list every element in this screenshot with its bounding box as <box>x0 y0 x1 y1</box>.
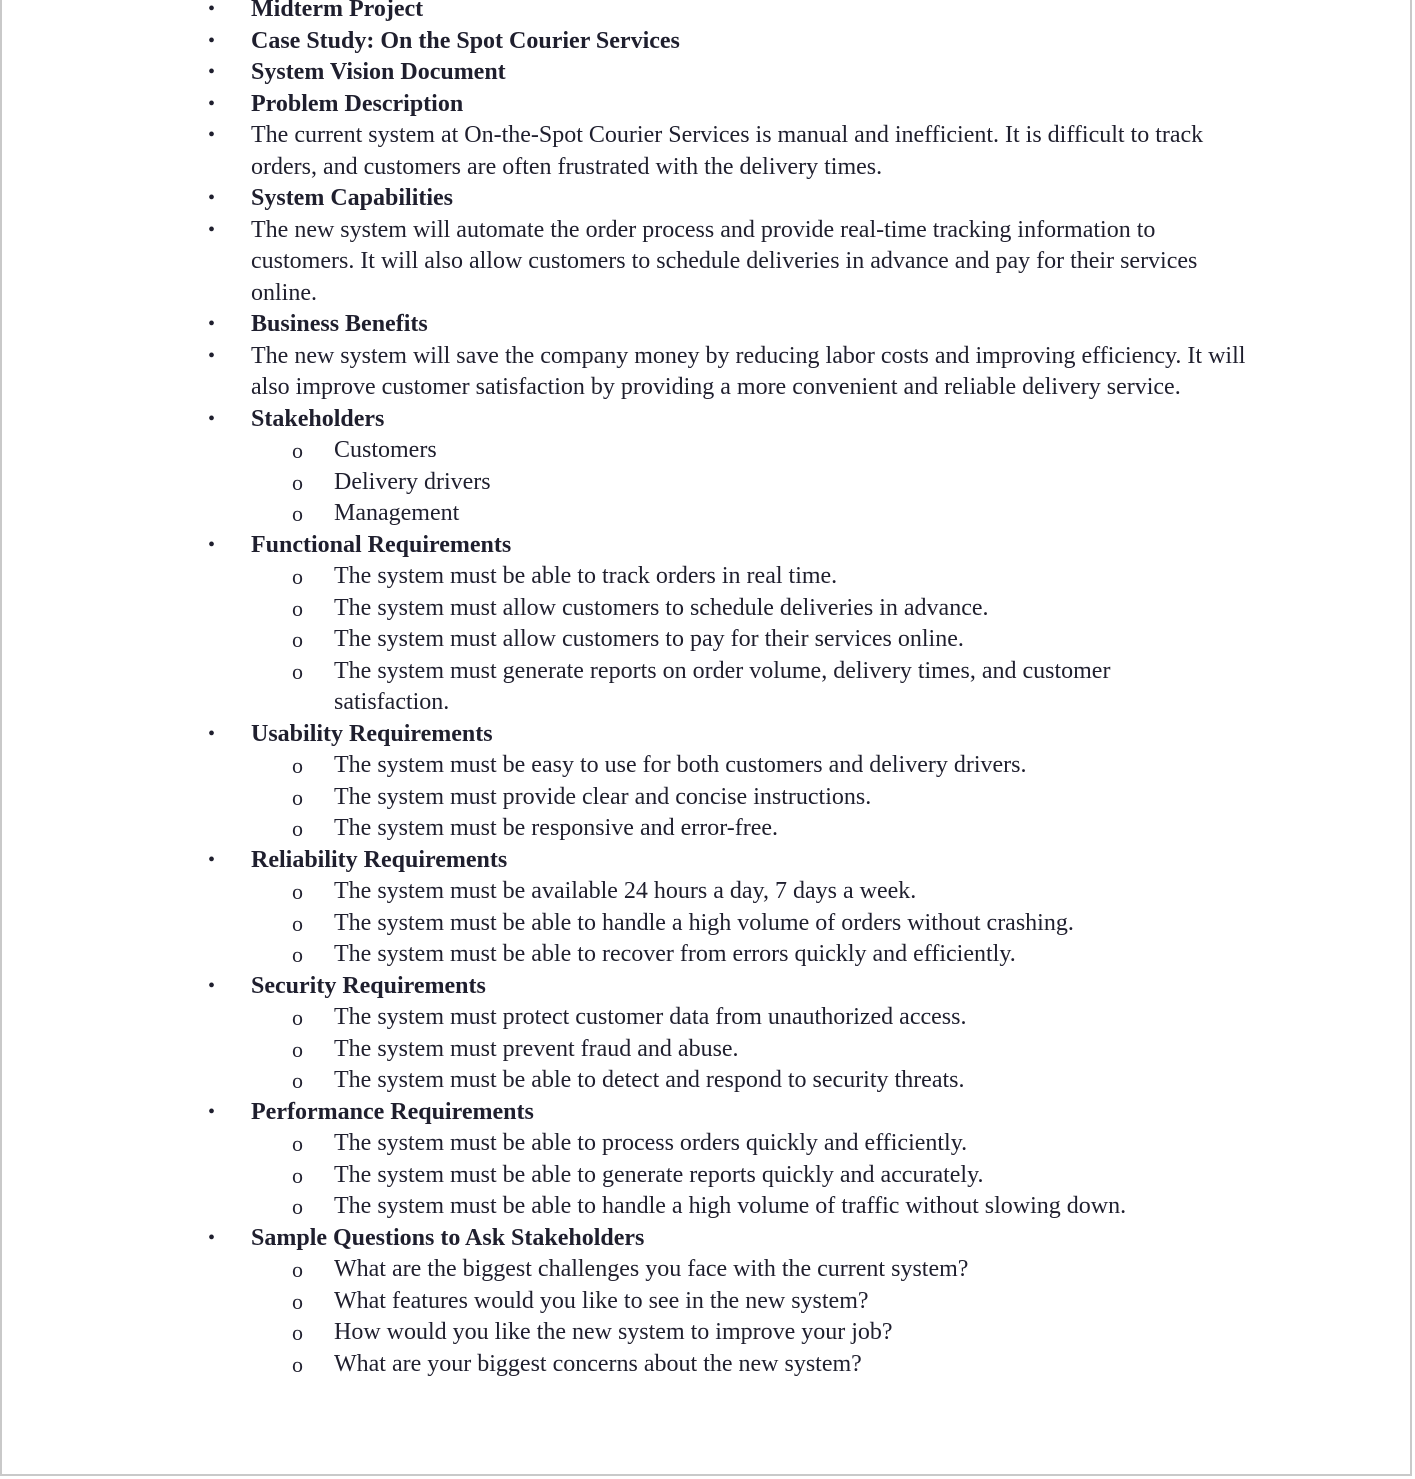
list-item-text: Delivery drivers <box>334 468 491 495</box>
bullet-dot-icon: • <box>208 407 216 430</box>
section-heading <box>2 309 1251 341</box>
bullet-circle-icon: o <box>292 438 303 463</box>
list-item-text: Usability Requirements <box>251 720 493 747</box>
list-item-text: The system must protect customer data from unauthorized access. <box>334 1004 967 1030</box>
bullet-dot-icon: • <box>208 29 216 52</box>
section-heading <box>2 404 1251 436</box>
list-item-text: The system must prevent fraud and abuse. <box>334 1035 739 1062</box>
bullet-dot-icon: • <box>208 848 216 871</box>
bullet-dot-icon: • <box>208 1226 216 1249</box>
list-item-text: Management <box>334 500 460 526</box>
sub-list-item <box>2 656 1194 719</box>
sub-list-item <box>2 1065 1194 1097</box>
list-item-text: Reliability Requirements <box>251 846 508 873</box>
bullet-dot-icon: • <box>208 218 216 241</box>
sub-list-item <box>2 1002 1194 1034</box>
list-item-text: System Vision Document <box>251 59 506 85</box>
list-item-text: Stakeholders <box>251 405 385 432</box>
list-item-text: Case Study: On the Spot Courier Services <box>251 27 680 54</box>
section-heading <box>2 719 1251 751</box>
bullet-circle-icon: o <box>292 1162 303 1188</box>
bullet-circle-icon: o <box>292 1320 303 1345</box>
list-item-text: What are the biggest challenges you face with the current system? <box>334 1256 969 1282</box>
bullet-circle-icon: o <box>292 910 303 936</box>
sub-list-item <box>2 624 1194 656</box>
sub-list-item <box>2 1349 1194 1381</box>
list-item-text: The system must generate reports on order volume, delivery times, and customer satisfaction. <box>334 657 1111 715</box>
sub-list-item <box>2 1254 1194 1286</box>
bullet-dot-icon: • <box>208 187 216 209</box>
list-item-text: How would you like the new system to improve your job? <box>334 1319 893 1345</box>
sub-list-item <box>2 1160 1194 1192</box>
list-item-text: The new system will save the company money by reducing labor costs and improving efficiency. It will also improve customer satisfaction by providing a more convenient and reliable delivery service. <box>251 342 1246 400</box>
list-item-text: Problem Description <box>251 90 464 117</box>
section-heading <box>2 971 1251 1003</box>
list-item-text: The system must allow customers to pay for their services online. <box>334 626 964 652</box>
list-item-text: The new system will automate the order process and provide real-time tracking information to customers. It will also allow customers to schedule deliveries in advance and pay for their services online. <box>251 216 1198 306</box>
sub-list-item <box>2 561 1194 593</box>
sub-list-item <box>2 593 1194 625</box>
bullet-circle-icon: o <box>292 816 303 841</box>
sub-list-item <box>2 876 1194 908</box>
bullet-circle-icon: o <box>292 595 303 621</box>
bullet-circle-icon: o <box>292 1288 303 1314</box>
section-heading <box>2 0 1251 26</box>
document-body <box>2 0 1414 1380</box>
list-item-text: The current system at On-the-Spot Courier Services is manual and inefficient. It is difficult to track orders, and customers are often frustrated with the delivery times. <box>251 122 1204 180</box>
list-item-text: The system must be able to detect and respond to security threats. <box>334 1067 965 1093</box>
sub-list-item <box>2 1034 1194 1066</box>
section-heading <box>2 89 1251 121</box>
list-item-text: Functional Requirements <box>251 531 512 558</box>
sub-list-item <box>2 782 1194 814</box>
bullet-circle-icon: o <box>292 1131 303 1156</box>
bullet-dot-icon: • <box>208 722 216 745</box>
list-item-text: The system must be easy to use for both customers and delivery drivers. <box>334 752 1027 778</box>
sub-list-item <box>2 750 1194 782</box>
bullet-circle-icon: o <box>292 1005 303 1030</box>
sub-list-item <box>2 908 1194 940</box>
bullet-circle-icon: o <box>292 1068 303 1093</box>
list-item-text: What are your biggest concerns about the new system? <box>334 1350 862 1377</box>
bullet-dot-icon: • <box>208 344 216 367</box>
bullet-circle-icon: o <box>292 469 303 495</box>
bullet-circle-icon: o <box>292 658 303 684</box>
sub-list-item <box>2 435 1194 467</box>
section-heading <box>2 57 1251 89</box>
sub-list-item <box>2 1128 1194 1160</box>
list-item-text: The system must be available 24 hours a day, 7 days a week. <box>334 878 917 904</box>
sub-list-item <box>2 467 1194 499</box>
bullet-dot-icon: • <box>208 533 216 556</box>
list-item-text: The system must be able to generate reports quickly and accurately. <box>334 1161 984 1188</box>
list-item-text: Business Benefits <box>251 311 428 337</box>
sub-list-item <box>2 498 1194 530</box>
list-item-text: Sample Questions to Ask Stakeholders <box>251 1224 645 1251</box>
bullet-dot-icon: • <box>208 61 216 83</box>
list-item <box>2 120 1251 183</box>
section-heading <box>2 26 1251 58</box>
list-item-text: Customers <box>334 437 437 463</box>
section-heading <box>2 530 1251 562</box>
sub-list-item <box>2 1191 1194 1223</box>
bullet-dot-icon: • <box>208 124 216 146</box>
bullet-circle-icon: o <box>292 1036 303 1062</box>
list-item-text: The system must provide clear and concise instructions. <box>334 783 872 810</box>
bullet-dot-icon: • <box>208 974 216 997</box>
bullet-circle-icon: o <box>292 501 303 526</box>
bullet-dot-icon: • <box>208 313 216 335</box>
bullet-circle-icon: o <box>292 753 303 778</box>
list-item-text: The system must allow customers to schedule deliveries in advance. <box>334 594 989 621</box>
sub-list-item <box>2 1317 1194 1349</box>
bullet-circle-icon: o <box>292 1194 303 1219</box>
section-heading <box>2 1223 1251 1255</box>
bullet-dot-icon: • <box>208 0 216 20</box>
section-heading <box>2 183 1251 215</box>
bullet-circle-icon: o <box>292 627 303 652</box>
list-item-text: The system must be able to handle a high volume of orders without crashing. <box>334 909 1074 936</box>
sub-list-item <box>2 1286 1194 1318</box>
bullet-circle-icon: o <box>292 942 303 967</box>
list-item <box>2 341 1251 404</box>
sub-list-item <box>2 813 1194 845</box>
list-item-text: Security Requirements <box>251 972 486 999</box>
sub-list-item <box>2 939 1194 971</box>
section-heading <box>2 845 1251 877</box>
bullet-dot-icon: • <box>208 1100 216 1123</box>
list-item-text: The system must be responsive and error-free. <box>334 815 779 841</box>
list-item <box>2 215 1251 310</box>
bullet-circle-icon: o <box>292 784 303 810</box>
bullet-circle-icon: o <box>292 564 303 589</box>
bullet-circle-icon: o <box>292 1351 303 1377</box>
list-item-text: What features would you like to see in the new system? <box>334 1287 869 1314</box>
list-item-text: System Capabilities <box>251 185 454 211</box>
list-item-text: Midterm Project <box>251 0 424 22</box>
bullet-circle-icon: o <box>292 879 303 904</box>
list-item-text: The system must be able to track orders in real time. <box>334 563 838 589</box>
list-item-text: The system must be able to handle a high volume of traffic without slowing down. <box>334 1193 1127 1219</box>
list-item-text: Performance Requirements <box>251 1098 534 1125</box>
bullet-circle-icon: o <box>292 1257 303 1282</box>
section-heading <box>2 1097 1251 1129</box>
bullet-dot-icon: • <box>208 92 216 115</box>
list-item-text: The system must be able to recover from errors quickly and efficiently. <box>334 941 1016 967</box>
list-item-text: The system must be able to process orders quickly and efficiently. <box>334 1130 968 1156</box>
